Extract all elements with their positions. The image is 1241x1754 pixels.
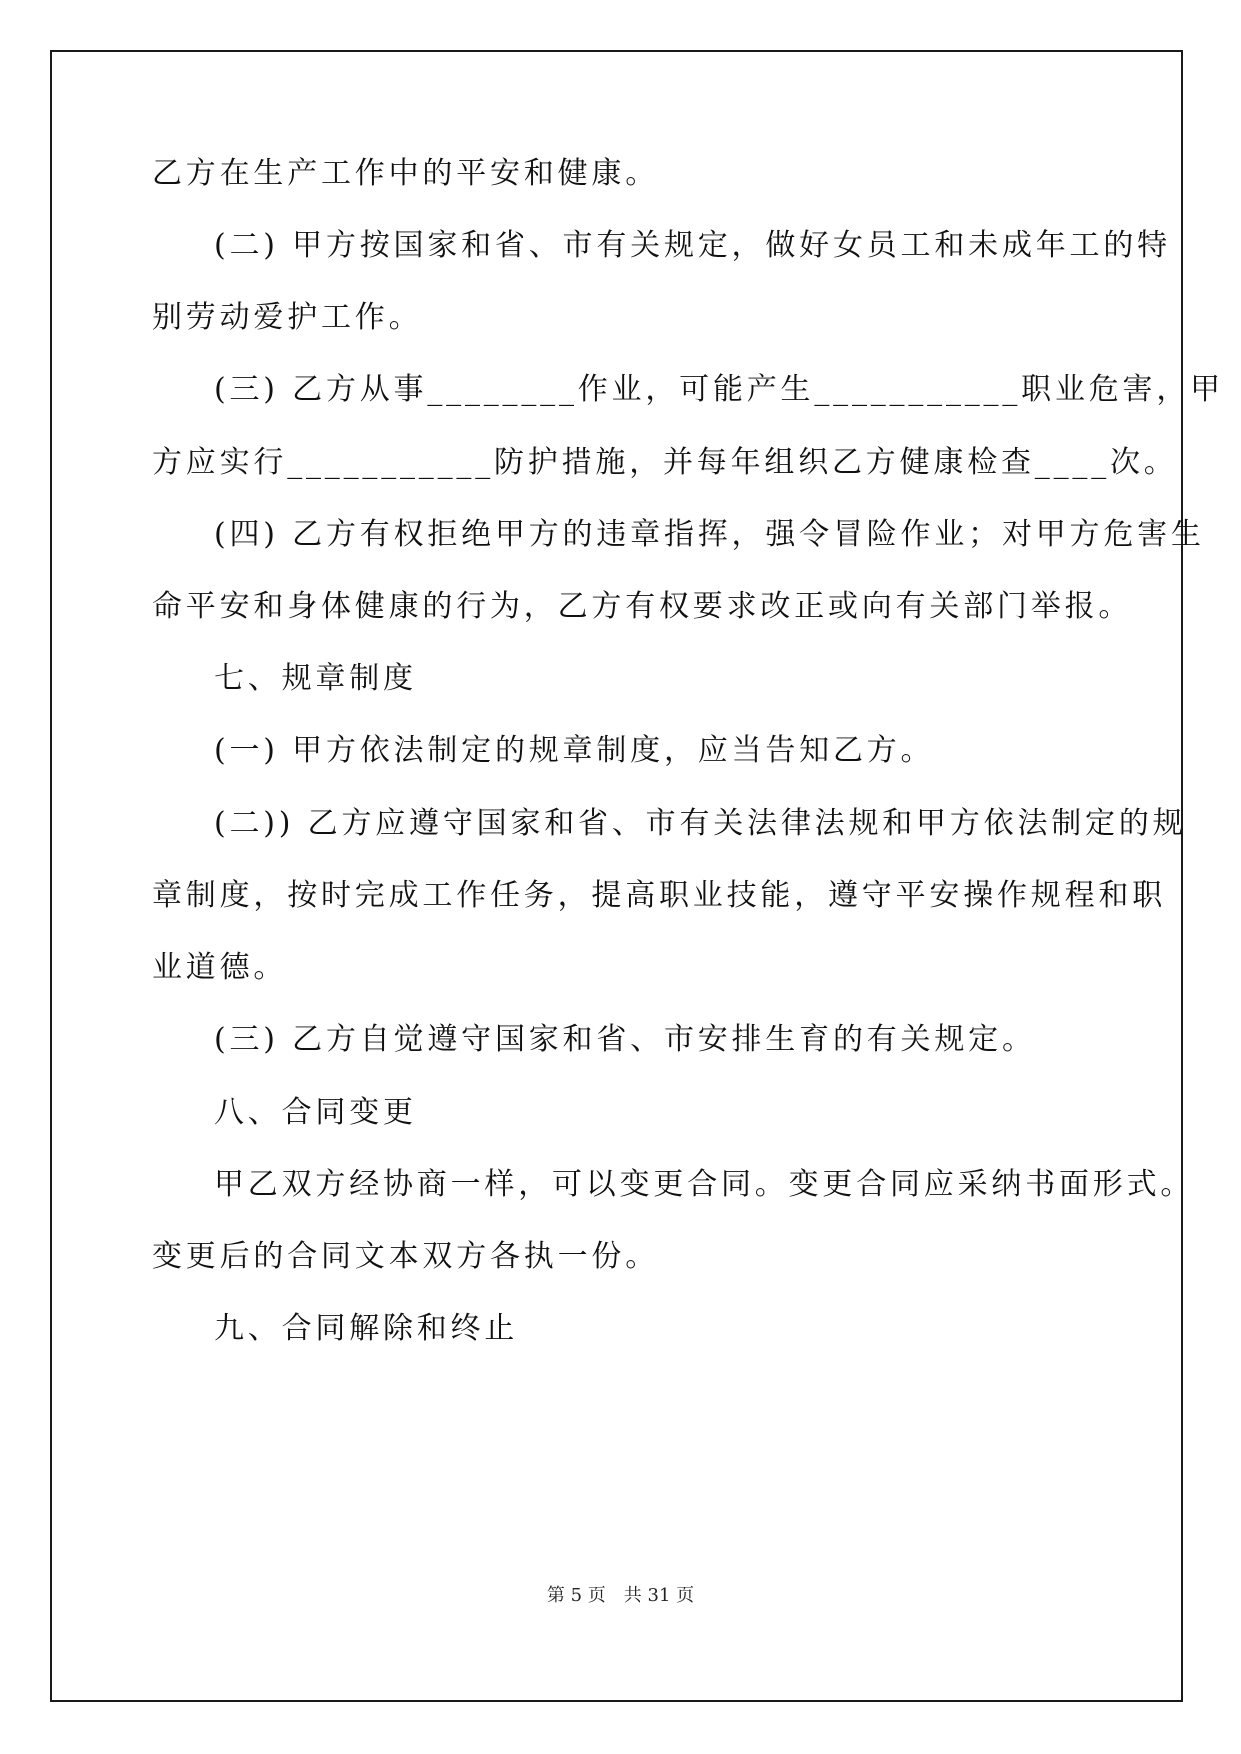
paragraph-line: 别劳动爱护工作。 xyxy=(152,300,423,335)
section-heading: 九、合同解除和终止 xyxy=(214,1311,519,1346)
paragraph-line: (三) 乙方从事________作业，可能产生___________职业危害，甲 xyxy=(214,372,1224,407)
page-footer xyxy=(0,1584,1241,1608)
page-total: 共 31 页 xyxy=(623,1585,695,1606)
paragraph-line: 业道德。 xyxy=(152,950,288,985)
paragraph-line: (一) 甲方依法制定的规章制度，应当告知乙方。 xyxy=(214,733,935,768)
paragraph-line: (二)) 乙方应遵守国家和省、市有关法律法规和甲方依法制定的规 xyxy=(214,806,1187,841)
paragraph-line: (四) 乙方有权拒绝甲方的违章指挥，强令冒险作业；对甲方危害生 xyxy=(214,517,1205,552)
page-number: 第 5 页 xyxy=(546,1585,606,1606)
paragraph-line: (三) 乙方自觉遵守国家和省、市安排生育的有关规定。 xyxy=(214,1022,1036,1057)
paragraph-line: 乙方在生产工作中的平安和健康。 xyxy=(152,156,659,191)
paragraph-line: 甲乙双方经协商一样，可以变更合同。变更合同应采纳书面形式。 xyxy=(214,1167,1195,1202)
paragraph-line: 命平安和身体健康的行为，乙方有权要求改正或向有关部门举报。 xyxy=(152,589,1133,624)
paragraph-line: (二) 甲方按国家和省、市有关规定，做好女员工和未成年工的特 xyxy=(214,228,1171,263)
section-heading: 七、规章制度 xyxy=(214,661,417,696)
section-heading: 八、合同变更 xyxy=(214,1095,417,1130)
paragraph-line: 方应实行___________防护措施，并每年组织乙方健康检查____次。 xyxy=(152,445,1178,480)
paragraph-line: 变更后的合同文本双方各执一份。 xyxy=(152,1239,659,1274)
paragraph-line: 章制度，按时完成工作任务，提高职业技能，遵守平安操作规程和职 xyxy=(152,878,1166,913)
